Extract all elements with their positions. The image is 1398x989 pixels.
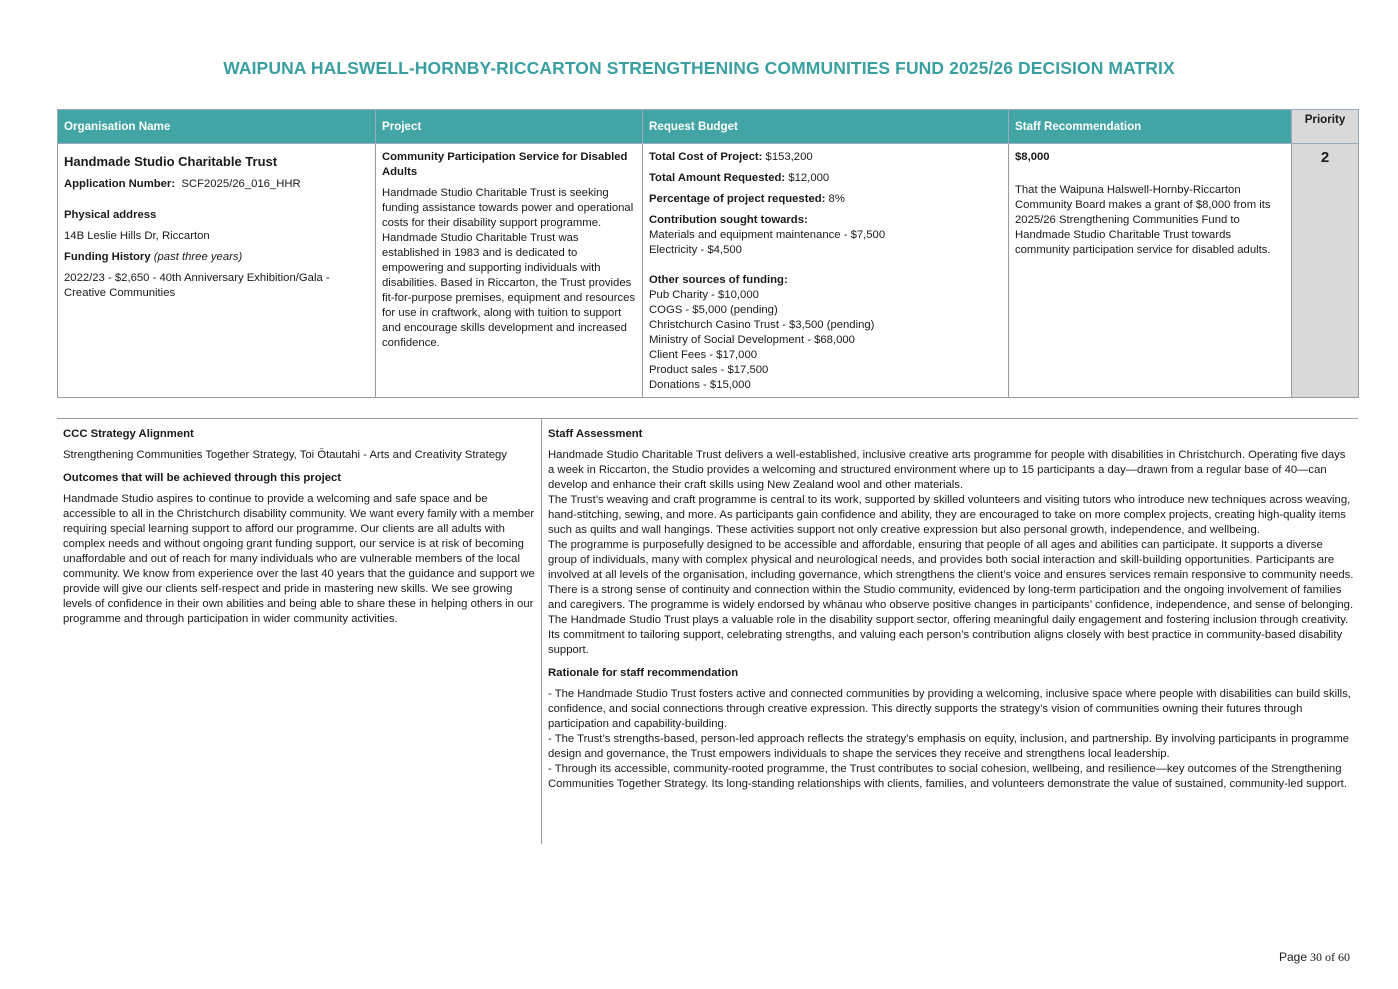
header-priority: Priority [1292, 110, 1359, 144]
page-of: of [1325, 950, 1335, 964]
header-organisation: Organisation Name [58, 110, 376, 144]
page-total: 60 [1338, 950, 1350, 964]
total-cost-label: Total Cost of Project: [649, 151, 763, 163]
organisation-cell [58, 144, 376, 398]
contribution-item: Materials and equipment maintenance - $7,500 [649, 229, 886, 241]
organisation-name: Handmade Studio Charitable Trust [64, 154, 278, 169]
contribution-label: Contribution sought towards: [649, 214, 808, 226]
funding-history [64, 250, 369, 265]
rationale-item: - The Handmade Studio Trust fosters active and connected communities by providing a welcoming, inclusive space where people with disabilities can build skills, confidence, and social connections through creative expression. This directly supports the strategy’s vision of communities owning their futures through participation and capability-building. [548, 688, 1351, 730]
header-recommendation: Staff Recommendation [1009, 110, 1292, 144]
funding-history-value: 2022/23 - $2,650 - 40th Anniversary Exhibition/Gala - Creative Communities [64, 272, 330, 299]
funding-source-item: Ministry of Social Development - $68,000 [649, 334, 855, 346]
recommendation-amount: $8,000 [1015, 151, 1050, 163]
strategy-column [63, 427, 535, 627]
address-value: 14B Leslie Hills Dr, Riccarton [64, 230, 210, 242]
application-number-label: Application Number: [64, 178, 176, 190]
project-title: Community Participation Service for Disabled Adults [382, 151, 628, 178]
percentage-value: 8% [828, 193, 845, 205]
recommendation-cell [1009, 144, 1292, 398]
column-divider [541, 419, 542, 844]
header-budget: Request Budget [643, 110, 1009, 144]
project-description: Handmade Studio Charitable Trust is seeking funding assistance towards power and operational costs for their disability support programme. Handmade Studio Charitable Trust was established in 1983 and is dedicated to empowering and supporting individuals with disabilities. Based in Riccarton, the Trust provides fit-for-purpose premises, equipment and resources for use in craftwork, along with tuition to support and encourage skills development and increased confidence. [382, 187, 636, 349]
staff-assessment-column [548, 427, 1354, 792]
budget-cell [643, 144, 1009, 398]
rationale-item: - The Trust’s strengths-based, person-led approach reflects the strategy’s emphasis on equity, inclusion, and partnership. By involving participants in programme design and governance, the Trust empowers individuals to shape the services they receive and strengthens local leadership. [548, 733, 1350, 760]
address-label: Physical address [64, 209, 157, 221]
assessment-paragraph: Handmade Studio Charitable Trust delivers a well-established, inclusive creative arts programme for people with disabilities in Christchurch. Operating five days a week in Riccarton, the Studio provides a welcoming and structured environment where up to 15 participants a day—drawn from a regular base of 40—can develop and enhance their craft skills using New Zealand wool and other materials. [548, 449, 1346, 491]
total-requested [649, 171, 1002, 186]
assessment-paragraph: There is a strong sense of continuity and connection within the Studio community, evidenced by long-term participation and the ongoing involvement of families and caregivers. The programme is widely endorsed by whānau who observe positive changes in participants’ confidence, independence, and sense of belonging. [548, 584, 1354, 611]
assessment-paragraph: The Handmade Studio Trust plays a valuable role in the disability support sector, offering meaningful daily engagement and fostering inclusion through creativity. Its commitment to tailoring support, celebrating strengths, and valuing each person’s contribution aligns closely with best practice in community-based disability support. [548, 614, 1349, 656]
other-sources-label: Other sources of funding: [649, 274, 788, 286]
funding-source-item: Client Fees - $17,000 [649, 349, 758, 361]
assessment-section [57, 418, 1358, 844]
outcomes-heading: Outcomes that will be achieved through this project [63, 472, 342, 484]
outcomes-text: Handmade Studio aspires to continue to provide a welcoming and safe space and be accessible to all in the Christchurch disability community. We want every family with a member requiring special learning support to afford our programme. Our clients are all adults with complex needs and without ongoing grant funding support, our service is at risk of becoming unaffordable and out of reach for many individuals who are vulnerable members of the local community. We know from experience over the last 40 years that the guidance and support we provide will give our clients self-respect and pride in mastering new skills. We see growing levels of confidence in their own abilities and being able to share these in helping others in our programme and through participation in wider community activities. [63, 493, 535, 625]
funding-source-item: Pub Charity - $10,000 [649, 289, 759, 301]
page-title: WAIPUNA HALSWELL-HORNBY-RICCARTON STRENGTHENING COMMUNITIES FUND 2025/26 DECISION MATRIX [223, 58, 1175, 78]
project-cell [376, 144, 643, 398]
application-number-value: SCF2025/26_016_HHR [181, 178, 301, 190]
staff-assessment-heading: Staff Assessment [548, 428, 643, 440]
strategy-text: Strengthening Communities Together Strategy, Toi Ōtautahi - Arts and Creativity Strategy [63, 449, 507, 461]
total-requested-value: $12,000 [788, 172, 830, 184]
total-requested-label: Total Amount Requested: [649, 172, 786, 184]
rationale-item: - Through its accessible, community-rooted programme, the Trust contributes to social cohesion, wellbeing, and resilience—key outcomes of the Strengthening Communities Together Strategy. Its long-standing relationships with clients, families, and volunteers demonstrate the value of sustained, community-led support. [548, 763, 1347, 790]
contribution-item: Electricity - $4,500 [649, 244, 742, 256]
page-current: 30 [1310, 950, 1322, 964]
funding-source-item: COGS - $5,000 (pending) [649, 304, 778, 316]
funding-source-item: Product sales - $17,500 [649, 364, 769, 376]
assessment-paragraph: The programme is purposefully designed to be accessible and affordable, ensuring that people of all ages and abilities can participate. It supports a diverse group of individuals, many with complex physical and neurological needs, and provides both social interaction and skill-building opportunities. Participants are involved at all levels of the organisation, including governance, which strengthens the client’s voice and ensures services remain responsive to community needs. [548, 539, 1354, 581]
funding-source-item: Donations - $15,000 [649, 379, 751, 391]
assessment-paragraph: The Trust’s weaving and craft programme is central to its work, supported by skilled volunteers and visiting tutors who introduce new techniques across weaving, hand-stitching, sewing, and more. As participants gain confidence and ability, they are encouraged to take on more complex projects, creating high-quality items such as quilts and wall hangings. These activities support not only creative expression but also personal growth, independence, and wellbeing. [548, 494, 1351, 536]
total-cost-value: $153,200 [765, 151, 813, 163]
percentage-label: Percentage of project requested: [649, 193, 826, 205]
application-number [64, 177, 369, 192]
total-cost [649, 150, 1002, 165]
recommendation-text: That the Waipuna Halswell-Hornby-Riccarton Community Board makes a grant of $8,000 from its 2025/26 Strengthening Communities Fund to Handmade Studio Charitable Trust towards community participation service for disabled adults. [1015, 184, 1271, 256]
funding-history-label: Funding History [64, 251, 151, 263]
funding-source-item: Christchurch Casino Trust - $3,500 (pending) [649, 319, 875, 331]
header-project: Project [376, 110, 643, 144]
rationale-heading: Rationale for staff recommendation [548, 667, 739, 679]
page-number [1279, 950, 1350, 965]
decision-matrix-table [57, 109, 1359, 398]
strategy-heading: CCC Strategy Alignment [63, 428, 194, 440]
funding-history-note: (past three years) [153, 251, 243, 263]
priority-value: 2 [1292, 144, 1359, 398]
page-word: Page [1278, 950, 1307, 964]
percentage-requested [649, 192, 1002, 207]
